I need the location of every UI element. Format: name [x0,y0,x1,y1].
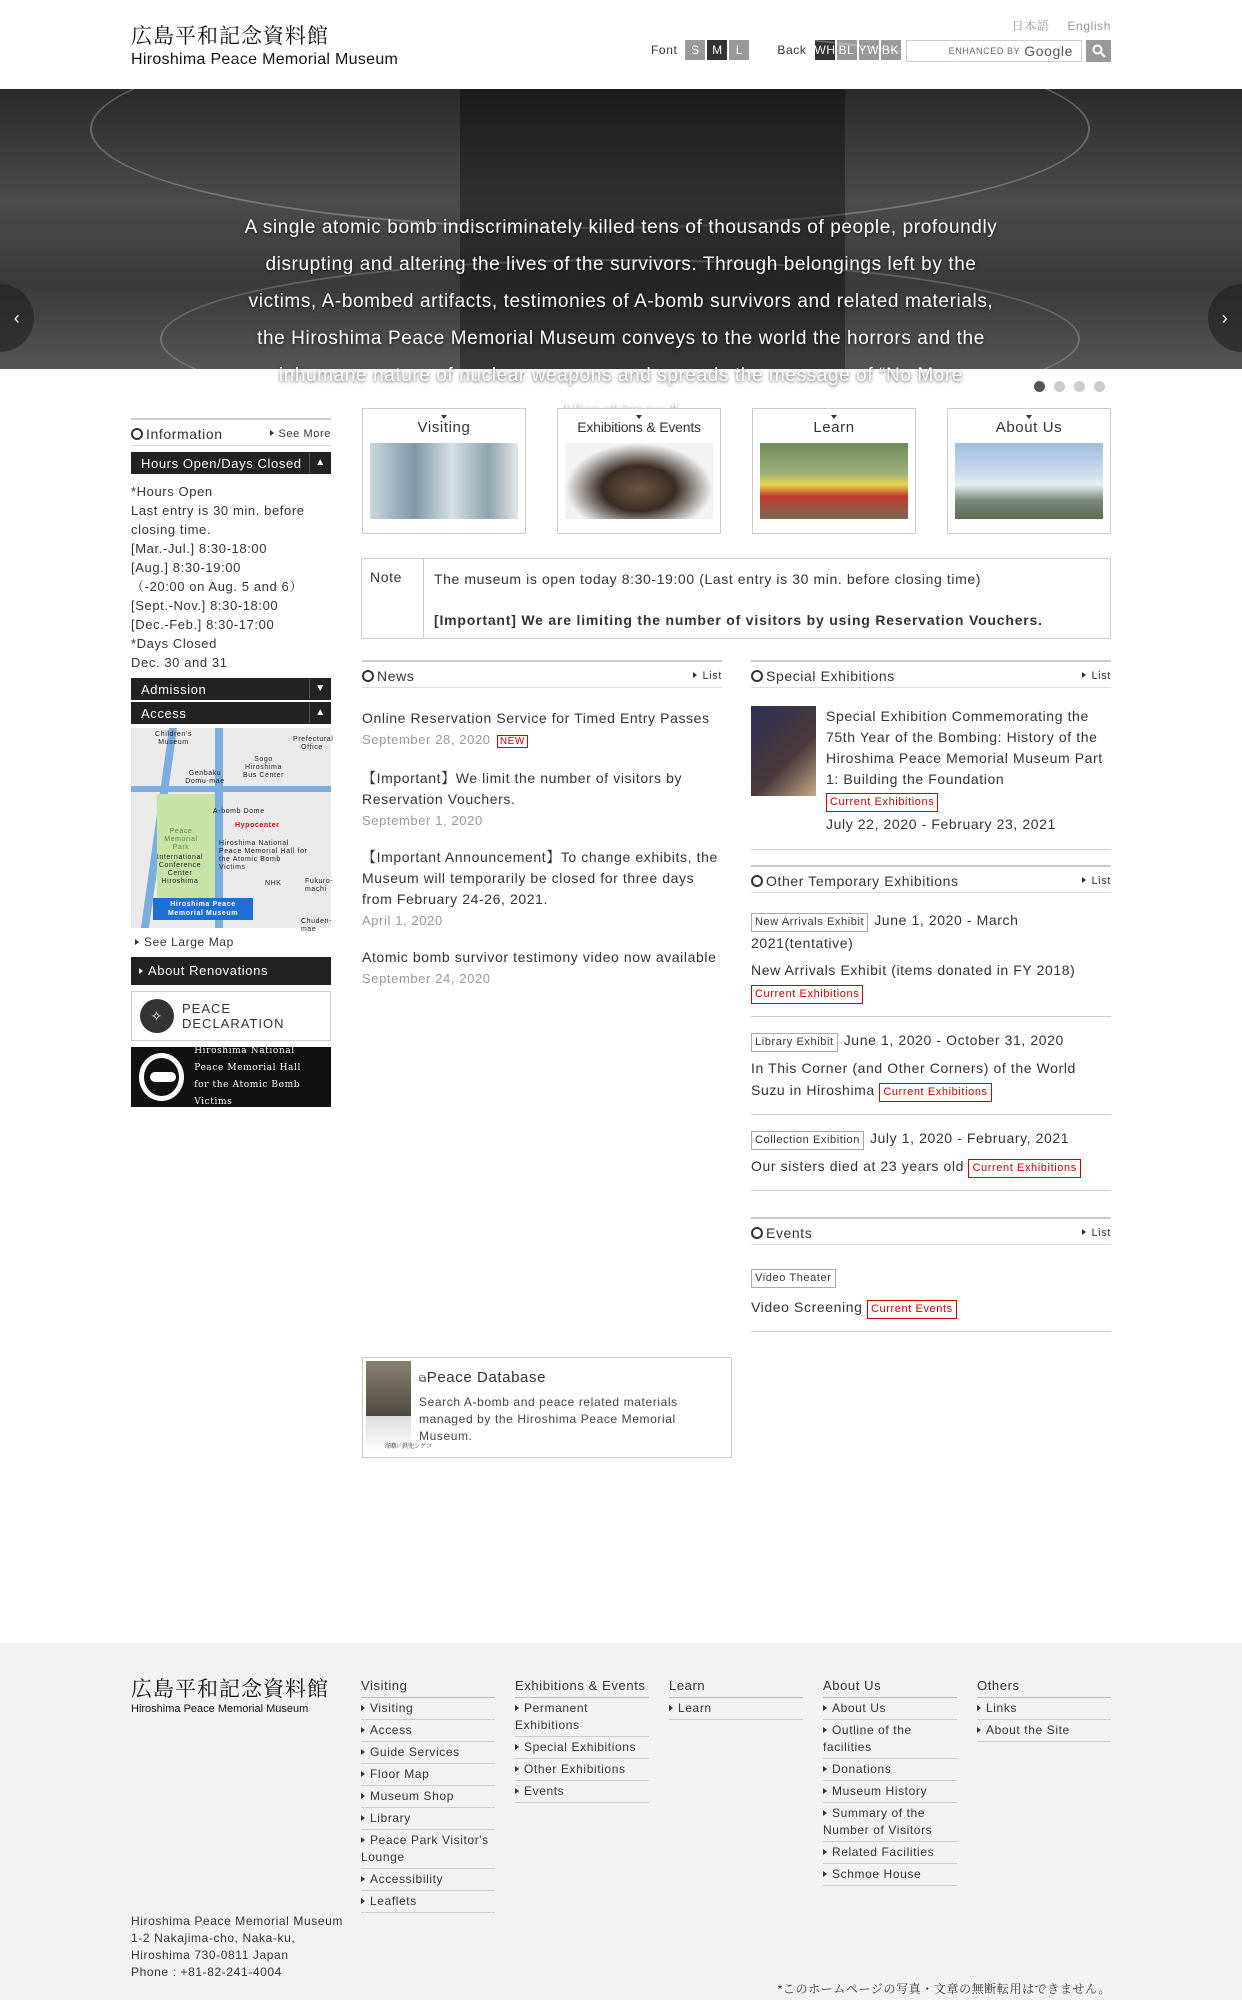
footer-link[interactable] [361,1786,495,1808]
chevron-up-icon: ▲ [309,703,331,723]
hours-line: [Dec.-Feb.] 8:30-17:00 [131,617,275,632]
special-list-link[interactable] [1082,670,1111,682]
map-label: Fukuro-machi [305,878,334,893]
special-exhibition-title: Special Exhibition Commemorating the 75th Year of the Bombing: History of the Hiroshima Peace Memorial Museum Part 1: Building the Foundation [826,708,1103,787]
footer-link[interactable] [823,1803,957,1842]
triangle-right-icon [977,1705,981,1711]
triangle-right-icon [823,1810,827,1816]
map-label: Genbaku Domu-mae [185,770,225,785]
event-kind-badge: Video Theater [751,1269,836,1288]
footer-logo-en: Hiroshima Peace Memorial Museum [131,1703,309,1715]
footer-link-label: Schmoe House [832,1867,922,1881]
footer-link[interactable] [823,1781,957,1803]
news-header [362,660,722,688]
news-item-date: September 24, 2020 [362,971,491,986]
triangle-right-icon [361,1837,365,1843]
other-exhibitions-header [751,865,1111,893]
footer-link[interactable] [977,1720,1111,1742]
other-exhibitions-title: Other Temporary Exhibitions [766,873,959,889]
footer-link-label: Outline of the facilities [823,1723,912,1754]
hours-line: [Aug.] 8:30-19:00 [131,560,241,575]
card-image [955,443,1103,519]
news-title: News [377,668,415,684]
footer-address [131,1913,343,1981]
exhibit-title: Our sisters died at 23 years old [751,1158,964,1174]
footer-link-label: Museum Shop [370,1789,454,1803]
card-exhibitions-events[interactable] [557,408,721,534]
hero-message: A single atomic bomb indiscriminately killed tens of thousands of people, profoundly disrupting and altering the lives of the survivors. Through belongings left by the victims, A-bombed artifacts, testimonies of A-bomb survivors and related materials, the Hiroshima Peace Memorial Museum conveys to the world the horrors and the inhumane nature of nuclear weapons and spreads the message of “No More [244,217,998,386]
exhibit-kind-badge: New Arrivals Exhibit [751,913,868,932]
news-list-link[interactable] [693,670,722,682]
events-list-label: List [1091,1227,1111,1239]
hours-line: Dec. 30 and 31 [131,655,228,670]
news-item[interactable] [362,768,722,831]
exhibit-dates: July 1, 2020 - February, 2021 [869,1130,1070,1146]
footer-heading[interactable]: Learn [669,1676,803,1698]
chevron-left-icon: ‹ [13,307,21,328]
exhibit-kind-badge: Collection Exibition [751,1131,864,1150]
hall-line: Peace Memorial Hall [194,1063,301,1073]
background-white-button[interactable]: WH [815,40,835,60]
event-item[interactable] [751,1245,1111,1332]
triangle-right-icon [361,1793,365,1799]
hours-line: Last entry is 30 min. before closing time. [131,503,305,537]
information-title: Information [146,426,223,442]
other-list-label: List [1091,875,1111,887]
nav-cards [362,408,1111,534]
footer-link[interactable] [361,1808,495,1830]
footer-link[interactable] [977,1698,1111,1720]
footer-heading[interactable]: Visiting [361,1676,495,1698]
triangle-right-icon [693,672,697,678]
hours-line: [Mar.-Jul.] 8:30-18:00 [131,541,268,556]
chevron-down-icon: ▼ [309,679,331,699]
triangle-right-icon [823,1871,827,1877]
triangle-right-icon [1082,877,1086,883]
chevron-up-icon: ▲ [309,453,331,473]
triangle-right-icon [1082,672,1086,678]
footer-heading[interactable]: Exhibitions & Events [515,1676,649,1698]
font-size-small-button[interactable]: S [685,40,705,60]
card-visiting[interactable] [362,408,526,534]
footer-link-label: About the Site [986,1723,1070,1737]
footer-link[interactable] [361,1764,495,1786]
access-toggle-label: Access [141,705,187,721]
renovations-label: About Renovations [148,963,269,978]
footer-link-label: Permanent Exhibitions [515,1701,589,1732]
map-label: A-bomb Dome [213,808,265,815]
triangle-right-icon [823,1727,827,1733]
other-exhibition-item[interactable] [751,1115,1111,1191]
footer-heading[interactable]: About Us [823,1676,957,1698]
current-exhibitions-badge: Current Exhibitions [826,793,938,812]
triangle-right-icon [977,1727,981,1733]
footer-link-label: Related Facilities [832,1845,935,1859]
external-link-icon: ⧉ [418,1374,427,1385]
exhibit-kind-badge: Library Exhibit [751,1033,838,1052]
address-line: Hiroshima Peace Memorial Museum [131,1914,343,1928]
footer-link-label: Links [986,1701,1018,1715]
news-item-title: 【Important】We limit the number of visitors by Reservation Vouchers. [362,770,683,807]
footer-link[interactable] [361,1720,495,1742]
map-label: Hypocenter [235,822,280,829]
footer-link[interactable] [361,1742,495,1764]
footer-link[interactable] [515,1737,649,1759]
peace-database-title: Peace Database [426,1369,547,1386]
footer-link[interactable] [515,1781,649,1803]
new-badge: NEW [497,735,528,748]
notice-content [424,559,1053,638]
hours-line: （-20:00 on Aug. 5 and 6） [131,579,303,594]
triangle-right-icon [361,1876,365,1882]
hours-line: [Sept.-Nov.] 8:30-18:00 [131,598,279,613]
special-exhibition-item[interactable] [751,706,1111,850]
exhibit-title: New Arrivals Exhibit (items donated in FY 2018) [751,962,1076,978]
events-title: Events [766,1225,813,1241]
footer-logo[interactable] [131,1673,329,1715]
footer-link[interactable] [361,1698,495,1720]
address-line: 1-2 Nakajima-cho, Naka-ku, [131,1931,296,1945]
triangle-right-icon [361,1898,365,1904]
footer-link[interactable] [361,1830,495,1869]
map-museum-label: Hiroshima Peace Memorial Museum [153,898,253,920]
card-about-us[interactable] [947,408,1111,534]
other-exhibition-item[interactable] [751,1017,1111,1115]
slider-next-button[interactable] [1208,284,1242,352]
footer-link-label: Special Exhibitions [524,1740,637,1754]
current-exhibitions-badge: Current Exhibitions [968,1159,1080,1178]
special-list-label: List [1091,670,1111,682]
clock-icon [131,428,143,440]
footer-col-exhibitions [515,1676,649,1913]
footer-link-label: Library [370,1811,411,1825]
card-label: Visiting [363,419,525,439]
exhibit-dates: June 1, 2020 - October 31, 2020 [843,1032,1064,1048]
map-label: Peace Memorial Park [164,828,198,851]
clock-icon [751,1227,763,1239]
footer-col-visiting [361,1676,495,1913]
peace-database-image [366,1361,432,1453]
triangle-right-icon [823,1705,827,1711]
hours-line: *Hours Open [131,484,213,499]
access-toggle[interactable] [131,702,331,724]
hours-toggle-label: Hours Open/Days Closed [141,455,302,471]
triangle-right-icon [823,1788,827,1794]
footer-heading[interactable]: Others [977,1676,1111,1698]
current-events-badge: Current Events [867,1300,957,1319]
admission-toggle[interactable] [131,678,331,700]
search-button[interactable] [1086,40,1111,62]
card-image [760,443,908,519]
footer-logo-jp: 広島平和記念資料館 [131,1677,329,1701]
slider-dot[interactable] [1034,381,1045,392]
slider-prev-button[interactable] [0,284,34,352]
logo-jp: 広島平和記念資料館 [131,24,329,48]
peace-database-desc: Search A-bomb and peace related materials managed by the Hiroshima Peace Memorial Museum. [418,1395,678,1443]
triangle-right-icon [139,968,143,974]
triangle-right-icon [515,1744,519,1750]
clock-icon [751,670,763,682]
footer-link-label: Museum History [832,1784,928,1798]
exhibit-title: In This Corner (and Other Corners) of the World Suzu in Hiroshima [751,1060,1076,1098]
language-switcher [998,17,1111,34]
footer-link-label: Guide Services [370,1745,460,1759]
font-size-large-button[interactable]: L [729,40,749,60]
event-title: Video Screening [751,1299,863,1315]
notice-hours: The museum is open today 8:30-19:00 (Last entry is 30 min. before closing time) [434,571,981,587]
peace-declaration-banner[interactable] [131,991,331,1041]
admission-toggle-label: Admission [141,681,207,697]
see-large-map-label: See Large Map [144,935,234,949]
news-item-date: April 1, 2020 [362,913,443,928]
news-item-date: September 28, 2020 [362,732,491,747]
triangle-right-icon [515,1766,519,1772]
clock-icon [751,875,763,887]
notice-box [361,558,1111,639]
access-map[interactable] [131,728,334,933]
footer-link[interactable] [823,1720,957,1759]
address-line: Hiroshima 730-0811 Japan [131,1948,289,1962]
peace-database-caption: 寄贈／鉄兜シゲコ [384,1444,432,1450]
footer-link[interactable] [823,1842,957,1864]
logo-en: Hiroshima Peace Memorial Museum [131,51,399,68]
footer-link[interactable] [515,1698,649,1737]
footer-link-label: Floor Map [370,1767,430,1781]
card-label: About Us [948,419,1110,439]
hours-line: *Days Closed [131,636,217,651]
search-brand-label: Google [1024,43,1073,59]
news-item-title: Atomic bomb survivor testimony video now available [362,949,717,965]
footer-link-label: About Us [832,1701,887,1715]
search-enhanced-label: ENHANCED BY [948,46,1021,56]
special-exhibitions-title: Special Exhibitions [766,668,895,684]
notice-label: Note [362,559,424,638]
hours-text [131,474,331,678]
background-label: Back [777,43,807,57]
map-label: International Conference Center Hiroshima [156,854,204,885]
hours-toggle[interactable] [131,452,331,474]
background-yellow-button[interactable]: YW [859,40,879,60]
map-label: Hiroshima National Peace Memorial Hall for the Atomic Bomb Victims [219,840,308,871]
news-list-label: List [702,670,722,682]
footer-col-others [977,1676,1111,1913]
hall-line: Hiroshima National [194,1046,295,1056]
footer-link-label: Other Exhibitions [524,1762,626,1776]
footer-link-label: Summary of the Number of Visitors [823,1806,933,1837]
news-item[interactable] [362,708,722,752]
news-item-title: Online Reservation Service for Timed Entry Passes [362,710,710,726]
slider-dot[interactable] [1094,381,1105,392]
map-river [131,786,331,792]
background-black-button[interactable]: BK [881,40,901,60]
triangle-right-icon [361,1749,365,1755]
other-list-link[interactable] [1082,875,1111,887]
see-more-label: See More [278,428,331,440]
events-header [751,1217,1111,1245]
footer-link[interactable] [361,1869,495,1891]
renovations-link[interactable] [131,957,331,985]
footer-nav [361,1676,1111,1913]
slider-pagination [1034,381,1105,392]
triangle-right-icon [669,1705,673,1711]
copyright-notice: *このホームページの写真・文章の無断転用はできません。 [777,1982,1111,1996]
footer-link[interactable] [515,1759,649,1781]
lang-english-link[interactable]: English [1067,19,1111,33]
background-blue-button[interactable]: BL [837,40,857,60]
news-item[interactable] [362,947,722,989]
footer-link-label: Peace Park Visitor's Lounge [361,1833,489,1864]
news-item[interactable] [362,847,722,931]
hall-line: for the Atomic Bomb Victims [194,1080,301,1107]
notice-important: [Important] We are limiting the number of visitors by using Reservation Vouchers. [434,612,1043,628]
special-exhibition-image [751,706,816,796]
footer-link-label: Accessibility [370,1872,444,1886]
slider-dot[interactable] [1074,381,1085,392]
crane-icon: ✧ [140,999,174,1033]
hall-logo-icon [139,1053,184,1101]
card-label: Learn [753,419,915,439]
triangle-right-icon [361,1771,365,1777]
footer-link[interactable] [823,1864,957,1886]
peace-memorial-hall-banner[interactable] [131,1047,331,1107]
map-label: NHK [265,880,282,887]
hero-slider [0,89,1242,386]
triangle-right-icon [270,430,274,436]
current-exhibitions-badge: Current Exhibitions [751,985,863,1004]
font-size-label: Font [651,43,678,57]
slider-dot[interactable] [1054,381,1065,392]
see-more-link[interactable] [270,428,332,440]
footer-link-label: Access [370,1723,413,1737]
footer-link-label: Learn [678,1701,712,1715]
current-exhibitions-badge: Current Exhibitions [879,1083,991,1102]
triangle-right-icon [135,939,139,945]
card-image [370,443,518,519]
events-list-link[interactable] [1082,1227,1111,1239]
footer-link[interactable] [361,1891,495,1913]
triangle-right-icon [361,1727,365,1733]
triangle-right-icon [361,1705,365,1711]
font-size-medium-button[interactable]: M [707,40,727,60]
card-learn[interactable] [752,408,916,534]
other-exhibition-item[interactable] [751,893,1111,1017]
card-image [565,443,713,519]
map-label: Children's Museum [155,731,192,746]
peace-declaration-label: PEACE DECLARATION [182,1001,285,1031]
footer-link[interactable] [823,1698,957,1720]
map-label: Sogo Hiroshima Bus Center [242,756,285,779]
search-icon [1092,44,1106,58]
triangle-right-icon [515,1788,519,1794]
news-item-title: 【Important Announcement】To change exhibits, the Museum will temporarily be closed for three days from February 24-26, 2021. [362,849,718,907]
footer-link[interactable] [823,1759,957,1781]
footer-col-about [823,1676,957,1913]
site-footer [0,1643,1242,2000]
triangle-right-icon [823,1766,827,1772]
triangle-right-icon [1082,1229,1086,1235]
triangle-right-icon [515,1705,519,1711]
exhibitions-column [751,660,1111,1332]
footer-link-label: Visiting [370,1701,414,1715]
exhibit-dates: June 1, 2020 - March 2021(tentative) [751,912,1019,951]
news-item-date: September 1, 2020 [362,813,483,828]
lang-japanese-link[interactable]: 日本語 [1011,19,1050,33]
peace-database-banner[interactable] [362,1357,732,1458]
card-label: Exhibitions & Events [558,419,720,439]
footer-link-label: Donations [832,1762,892,1776]
map-label: Chuden-mae [301,918,333,933]
footer-link-label: Leaflets [370,1894,417,1908]
address-line: Phone : +81-82-241-4004 [131,1965,282,1979]
footer-link-label: Events [524,1784,565,1798]
footer-col-learn [669,1676,803,1913]
clock-icon [362,670,374,682]
information-header [131,418,331,446]
news-section [362,660,722,989]
chevron-right-icon: › [1221,307,1229,328]
special-exhibitions-header [751,660,1111,688]
triangle-right-icon [361,1815,365,1821]
map-label: Prefectural Office [293,736,334,751]
sidebar [131,418,334,1107]
special-exhibition-dates: July 22, 2020 - February 23, 2021 [826,816,1056,832]
triangle-right-icon [823,1849,827,1855]
footer-link[interactable] [669,1698,803,1720]
